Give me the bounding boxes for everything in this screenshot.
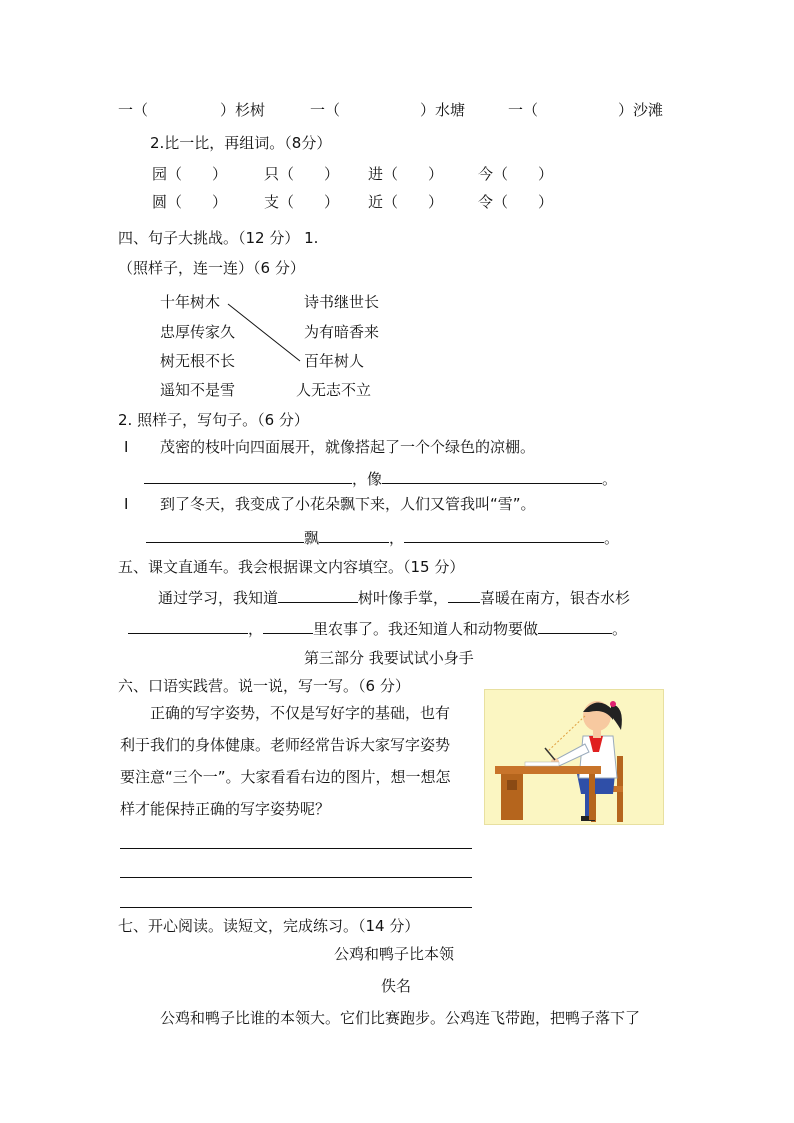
fill-line-1: 通过学习，我知道 树叶像手掌， 喜暖在南方，银杏水杉	[158, 589, 631, 607]
blank[interactable]	[404, 527, 604, 543]
blank[interactable]	[263, 618, 313, 634]
quantifier-item-3: 一（ ）沙滩	[508, 101, 664, 119]
blank[interactable]	[146, 527, 304, 543]
writing-line[interactable]	[120, 877, 472, 878]
section-heading: 四、句子大挑战。（12 分） 1.	[118, 229, 319, 247]
quantifier-item-1: 一（ ）杉树	[118, 101, 266, 119]
match-left[interactable]: 忠厚传家久	[160, 323, 236, 341]
writing-posture-illustration	[484, 689, 664, 825]
blank[interactable]	[448, 587, 480, 603]
subheading: （照样子，连一连）（6 分）	[118, 259, 305, 277]
girl-at-desk-picture	[485, 690, 663, 824]
oral-paragraph-line: 样才能保持正确的写字姿势呢？	[120, 800, 331, 818]
match-left[interactable]: 十年树木	[160, 293, 221, 311]
compare-cell[interactable]: 近（ ）	[368, 193, 444, 211]
part-title: 第三部分 我要试试小身手	[304, 649, 474, 667]
section-heading: 六、口语实践营。说一说，写一写。（6 分）	[118, 677, 410, 695]
fill-line-2: ， 里农事了。我还知道人和动物要做 。	[128, 618, 627, 639]
compare-cell[interactable]: 支（ ）	[264, 193, 340, 211]
answer-line-2: 飘 ， 。	[146, 527, 619, 548]
match-right[interactable]: 人无志不立	[296, 381, 372, 399]
oral-paragraph-line: 要注意“三个一”。大家看看右边的图片，想一想怎	[120, 768, 451, 786]
compare-cell[interactable]: 令（ ）	[478, 193, 554, 211]
section-heading: 五、课文直通车。我会根据课文内容填空。（15 分）	[118, 558, 465, 576]
compare-cell[interactable]: 今（ ）	[478, 165, 554, 183]
example-sentence-1: Ⅰ 茂密的枝叶向四面展开，就像搭起了一个个绿色的凉棚。	[124, 438, 536, 456]
writing-line[interactable]	[120, 848, 472, 849]
blank[interactable]	[128, 618, 248, 634]
match-right[interactable]: 百年树人	[304, 352, 365, 370]
match-left[interactable]: 树无根不长	[160, 352, 236, 370]
subheading: 2. 照样子，写句子。（6 分）	[118, 411, 309, 429]
compare-cell[interactable]: 园（ ）	[152, 165, 228, 183]
section-heading: 七、开心阅读。读短文，完成练习。（14 分）	[118, 917, 420, 935]
quantifier-item-2: 一（ ）水塘	[310, 101, 466, 119]
blank[interactable]	[382, 468, 602, 484]
compare-cell[interactable]: 圆（ ）	[152, 193, 228, 211]
match-right[interactable]: 为有暗香来	[304, 323, 380, 341]
story-title: 公鸡和鸭子比本领	[334, 945, 455, 963]
story-text: 公鸡和鸭子比谁的本领大。它们比赛跑步。公鸡连飞带跑，把鸭子落下了	[160, 1009, 641, 1027]
blank[interactable]	[538, 618, 612, 634]
answer-line-1: ，像 。	[144, 468, 617, 489]
example-sentence-2: Ⅰ 到了冬天，我变成了小花朵飘下来，人们又管我叫“雪”。	[124, 495, 536, 513]
compare-heading: 2.比一比，再组词。（8分）	[150, 134, 332, 152]
writing-line[interactable]	[120, 907, 472, 908]
oral-paragraph-line: 利于我们的身体健康。老师经常告诉大家写字姿势	[120, 736, 451, 754]
blank[interactable]	[278, 587, 358, 603]
match-right[interactable]: 诗书继世长	[304, 293, 380, 311]
blank[interactable]	[319, 527, 389, 543]
match-left[interactable]: 遥知不是雪	[160, 381, 236, 399]
compare-cell[interactable]: 只（ ）	[264, 165, 340, 183]
compare-cell[interactable]: 进（ ）	[368, 165, 444, 183]
oral-paragraph-line: 正确的写字姿势，不仅是写好字的基础，也有	[150, 704, 451, 722]
blank[interactable]	[144, 468, 352, 484]
story-author: 佚名	[381, 977, 412, 995]
